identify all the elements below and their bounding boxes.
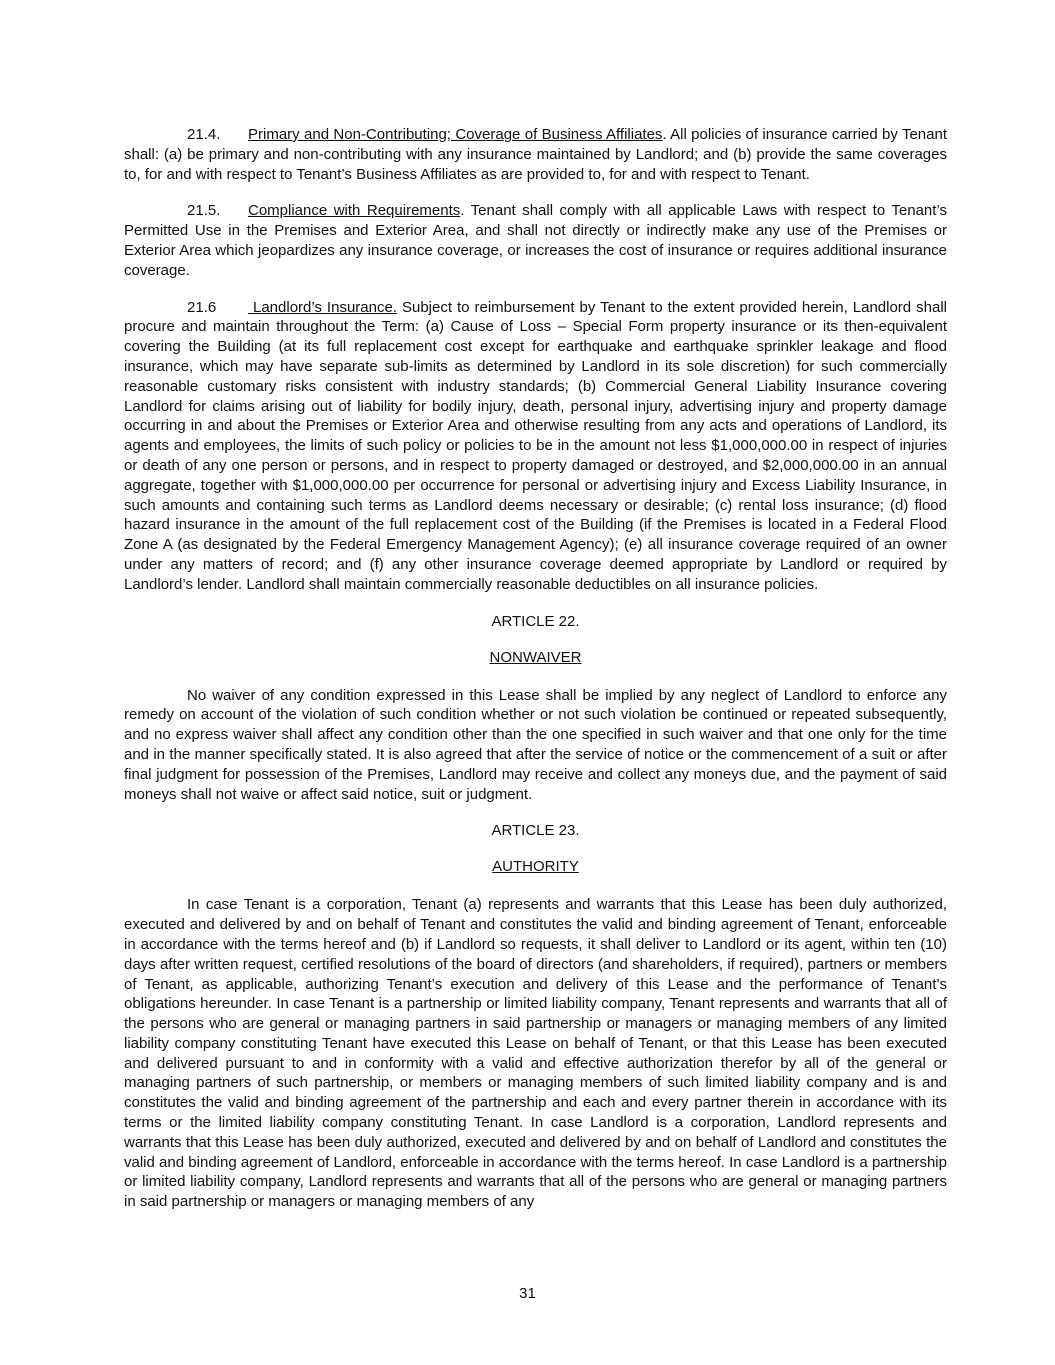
article-22-body: No waiver of any condition expressed in this Lease shall be implied by any neglect of Landlord to enforce any remedy on account of the violation of such condition whether or not such violation be continued or repeated subsequently, and no express waiver shall affect any condition other than the one specified in such waiver and that one only for the time and in the manner specifically stated. It is also agreed that after the service of notice or the commencement of a suit or after final judgment for possession of the Premises, Landlord may receive and collect any moneys due, and the payment of said moneys shall not waive or affect said notice, suit or judgment. [124,686,947,803]
article-23-body: In case Tenant is a corporation, Tenant (a) represents and warrants that this Lease has been duly authorized, executed and delivered by and on behalf of Tenant and constitutes the valid and binding agreement of Tenant, enforceable in accordance with the terms hereof and (b) if Landlord so requests, it shall deliver to Landlord or its agent, within ten (10) days after written request, certified resolutions of the board of directors (and shareholders, if required), partners or members of Tenant, as applicable, authorizing Tenant’s execution and delivery of this Lease and the performance of Tenant’s obligations hereunder. In case Tenant is a partnership or limited liability company, Tenant represents and warrants that all of the persons who are general or managing partners in said partnership or managers or managing members of any limited liability company constituting Tenant have executed this Lease on behalf of Tenant, or that this Lease has been executed and delivered pursuant to and in conformity with a valid and effective authorization therefor by all of the general or managing partners of such partnership, or members or managing members of such limited liability company and is and constitutes the valid and binding agreement of the partnership and each and every partner therein in accordance with its terms or the limited liability company constituting Tenant. In case Landlord is a corporation, Landlord represents and warrants that this Lease has been duly authorized, executed and delivered by and on behalf of Landlord and constitutes the valid and binding agreement of Landlord, enforceable in accordance with the terms hereof. In case Landlord is a partnership or limited liability company, Landlord represents and warrants that all of the persons who are general or managing partners in said partnership or managers or managing members of any [124,896,947,1211]
section-21-4 [124,125,947,184]
article-23-label: ARTICLE 23. [491,822,580,840]
section-body: . All policies of insurance carried by Tenant shall: (a) be primary and non-contributing with any insurance maintained by Landlord; and (b) provide the same coverages to, for and with respect to Tenant’s Business Affiliates as are provided to, for and with respect to Tenant. [124,126,948,183]
article-22-title: NONWAIVER [489,648,582,666]
article-22-label: ARTICLE 22. [491,612,580,630]
section-number: 21.6 [187,298,217,316]
article-23-title: AUTHORITY [492,858,579,876]
section-number: 21.5. [187,202,221,220]
page-number: 31 [519,1285,536,1302]
section-heading: Primary and Non-Contributing; Coverage of Business Affiliates [248,126,663,143]
document-page [124,125,947,1229]
section-heading: Landlord’s Insurance. [248,298,397,316]
section-body: . Tenant shall comply with all applicable Laws with respect to Tenant’s Permitted Use in the Premises and Exterior Area, and shall not directly or indirectly make any use of the Premises or Exterior Area which jeopardizes any insurance coverage, or increases the cost of insurance or requires additional insurance coverage. [124,202,948,279]
section-21-6 [124,298,947,595]
section-number: 21.4. [187,126,221,143]
section-body: Subject to reimbursement by Tenant to the extent provided herein, Landlord shall procure and maintain throughout the Term: (a) Cause of Loss – Special Form property insurance or its then-equivalent covering the Building (at its full replacement cost except for earthquake and earthquake sprinkler leakage and flood insurance, which may have separate sub-limits as determined by Landlord in its sole discretion) for such commercially reasonable customary risks consistent with industry standards; (b) Commercial General Liability Insurance covering Landlord for claims arising out of liability for bodily injury, death, personal injury, advertising injury and property damage occurring in and about the Premises or Exterior Area and otherwise resulting from any acts and operations of Landlord, its agents and employees, the limits of such policy or policies to be in the amount not less $1,000,000.00 in respect of injuries or death of any one person or persons, and in respect to property damaged or destroyed, and $2,000,000.00 in an annual aggregate, together with $1,000,000.00 per occurrence for personal or advertising injury and Excess Liability Insurance, in such amounts and containing such terms as Landlord deems necessary or desirable; (c) rental loss insurance; (d) flood hazard insurance in the amount of the full replacement cost of the Building (if the Premises is located in a Federal Flood Zone A (as designated by the Federal Emergency Management Agency); (e) all insurance coverage required of an owner under any matters of record; and (f) any other insurance coverage deemed appropriate by Landlord or required by Landlord’s lender. Landlord shall maintain commercially reasonable deductibles on all insurance policies. [124,298,947,593]
section-heading: Compliance with Requirements [248,202,461,220]
section-21-5 [124,201,947,280]
